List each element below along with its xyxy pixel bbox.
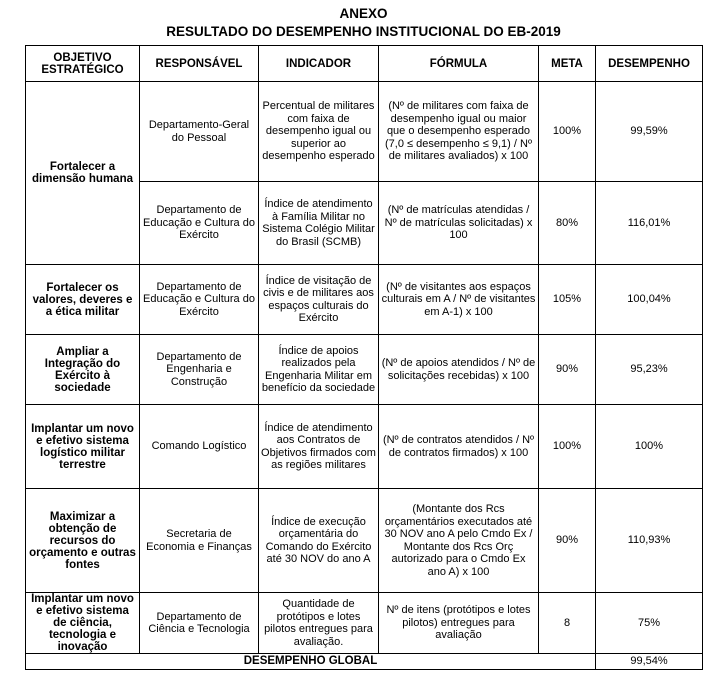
objective-cell: Maximizar a obtenção de recursos do orçamento e outras fontes	[26, 489, 140, 593]
objective-cell: Ampliar a Integração do Exército à sociedade	[26, 335, 140, 405]
table-row	[26, 405, 703, 489]
global-performance-label: DESEMPENHO GLOBAL	[26, 654, 596, 670]
objective-cell: Fortalecer os valores, deveres e a ética militar	[26, 265, 140, 335]
results-table	[25, 45, 703, 670]
objective-cell: Fortalecer a dimensão humana	[26, 82, 140, 265]
indicator-cell: Índice de execução orçamentária do Comando do Exército até 30 NOV do ano A	[259, 489, 379, 593]
responsible-cell: Departamento de Engenharia e Construção	[140, 335, 259, 405]
objective-cell: Implantar um novo e efetivo sistema de ciência, tecnologia e inovação	[26, 593, 140, 654]
global-performance-row	[26, 654, 703, 670]
header-desempenho: DESEMPENHO	[596, 46, 703, 82]
indicator-cell: Índice de atendimento aos Contratos de Objetivos firmados com as regiões militares	[259, 405, 379, 489]
objective-cell: Implantar um novo e efetivo sistema logístico militar terrestre	[26, 405, 140, 489]
header-indicador: INDICADOR	[259, 46, 379, 82]
table-row	[26, 489, 703, 593]
formula-cell: (Nº de militares com faixa de desempenho igual ou maior que o desempenho esperado (7,0 ≤ desempenho ≤ 9,1) / Nº de militares avaliados) x 100	[379, 82, 539, 182]
table-row	[26, 335, 703, 405]
indicator-cell: Índice de visitação de civis e de militares aos espaços culturais do Exército	[259, 265, 379, 335]
indicator-cell: Quantidade de protótipos e lotes pilotos entregues para avaliação.	[259, 593, 379, 654]
header-responsavel: RESPONSÁVEL	[140, 46, 259, 82]
target-cell: 90%	[539, 489, 596, 593]
formula-cell: (Nº de visitantes aos espaços culturais em A / Nº de visitantes em A-1) x 100	[379, 265, 539, 335]
performance-cell: 99,59%	[596, 82, 703, 182]
header-objetivo: OBJETIVO ESTRATÉGICO	[26, 46, 140, 82]
target-cell: 100%	[539, 82, 596, 182]
target-cell: 8	[539, 593, 596, 654]
target-cell: 105%	[539, 265, 596, 335]
formula-cell: Nº de itens (protótipos e lotes pilotos) entregues para avaliação	[379, 593, 539, 654]
table-row	[26, 593, 703, 654]
target-cell: 100%	[539, 405, 596, 489]
responsible-cell: Departamento de Ciência e Tecnologia	[140, 593, 259, 654]
formula-cell: (Nº de apoios atendidos / Nº de solicitações recebidas) x 100	[379, 335, 539, 405]
table-row	[26, 82, 703, 182]
performance-cell: 100,04%	[596, 265, 703, 335]
performance-cell: 100%	[596, 405, 703, 489]
indicator-cell: Índice de atendimento à Família Militar no Sistema Colégio Militar do Brasil (SCMB)	[259, 182, 379, 265]
header-row	[26, 46, 703, 82]
performance-cell: 95,23%	[596, 335, 703, 405]
responsible-cell: Departamento de Educação e Cultura do Exército	[140, 182, 259, 265]
responsible-cell: Secretaria de Economia e Finanças	[140, 489, 259, 593]
performance-cell: 116,01%	[596, 182, 703, 265]
formula-cell: (Montante dos Rcs orçamentários executados até 30 NOV ano A pelo Cmdo Ex / Montante dos Rcs Orç autorizado para o Cmdo Ex ano A) x 100	[379, 489, 539, 593]
table-row	[26, 265, 703, 335]
indicator-cell: Índice de apoios realizados pela Engenharia Militar em benefício da sociedade	[259, 335, 379, 405]
header-formula: FÓRMULA	[379, 46, 539, 82]
formula-cell: (Nº de matrículas atendidas / Nº de matrículas solicitadas) x 100	[379, 182, 539, 265]
performance-cell: 110,93%	[596, 489, 703, 593]
global-performance-value: 99,54%	[596, 654, 703, 670]
target-cell: 90%	[539, 335, 596, 405]
responsible-cell: Departamento-Geral do Pessoal	[140, 82, 259, 182]
indicator-cell: Percentual de militares com faixa de desempenho igual ou superior ao desempenho esperado	[259, 82, 379, 182]
target-cell: 80%	[539, 182, 596, 265]
header-meta: META	[539, 46, 596, 82]
annex-label: ANEXO	[339, 6, 388, 21]
document-title: RESULTADO DO DESEMPENHO INSTITUCIONAL DO EB-2019	[166, 24, 561, 39]
formula-cell: (Nº de contratos atendidos / Nº de contratos firmados) x 100	[379, 405, 539, 489]
responsible-cell: Departamento de Educação e Cultura do Exército	[140, 265, 259, 335]
responsible-cell: Comando Logístico	[140, 405, 259, 489]
performance-cell: 75%	[596, 593, 703, 654]
